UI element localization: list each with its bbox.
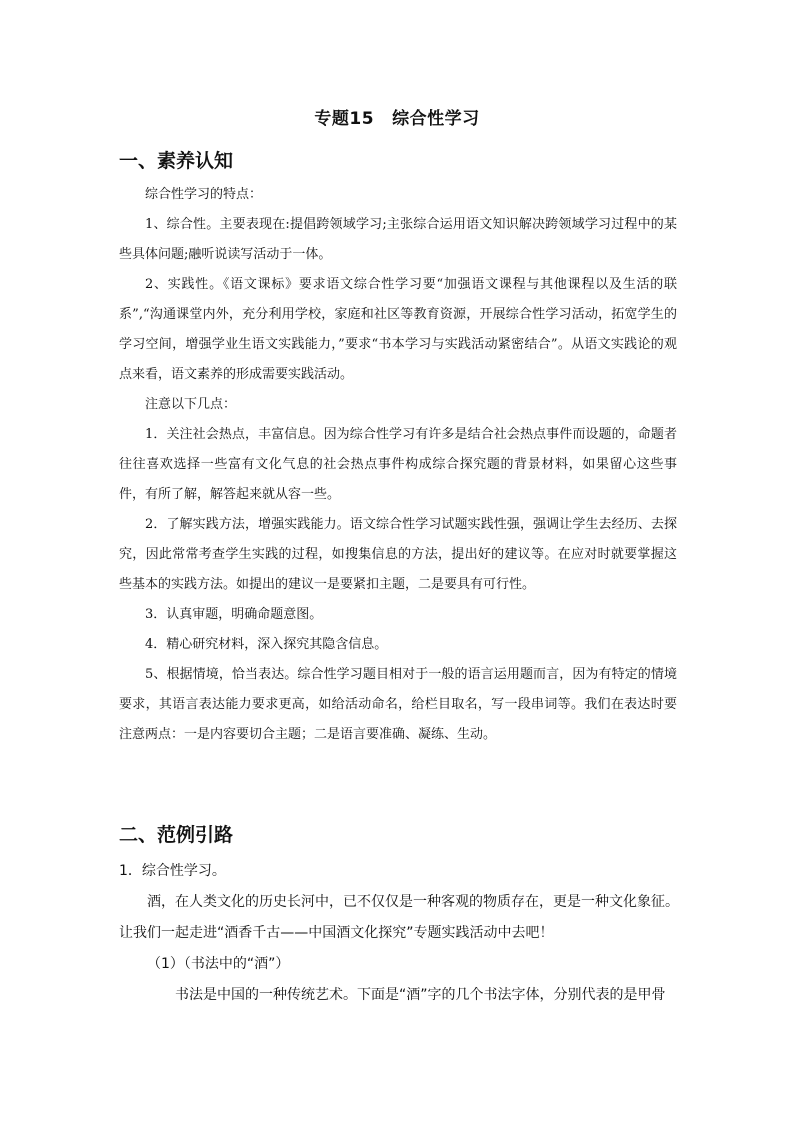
- section-1-body: [119, 180, 677, 750]
- paragraph: 5、根据情境，恰当表达。综合性学习题目相对于一般的语言运用题而言，因为有特定的情境要求，其语言表达能力要求更高，如给活动命名，给栏目取名，写一段串词等。我们在表达时要注意两点：一是内容要切合主题；二是语言要准确、凝练、生动。: [119, 667, 677, 742]
- paragraph: 书法是中国的一种传统艺术。下面是“酒”字的几个书法字体，分别代表的是甲骨: [175, 987, 666, 1003]
- sub-question: （1）（书法中的“酒”）: [147, 956, 290, 972]
- page-title: [0, 104, 794, 129]
- title-number: 专题15: [314, 109, 375, 129]
- paragraph: 4．精心研究材料，深入探究其隐含信息。: [145, 637, 388, 652]
- paragraph: 3．认真审题，明确命题意图。: [145, 607, 323, 622]
- paragraph: 综合性学习的特点：: [145, 187, 263, 202]
- section-2-body: [119, 856, 679, 1011]
- section-heading-2: 二、范例引路: [119, 824, 234, 846]
- paragraph: 酒，在人类文化的历史长河中，已不仅仅是一种客观的物质存在，更是一种文化象征。让我们一起走进“酒香千古——中国酒文化探究”专题实践活动中去吧！: [119, 894, 679, 941]
- section-heading-1: 一、素养认知: [119, 150, 234, 172]
- paragraph: 2．了解实践方法，增强实践能力。语文综合性学习试题实践性强，强调让学生去经历、去探究，因此常常考查学生实践的过程，如搜集信息的方法，提出好的建议等。在应对时就要掌握这些基本的实践方法。如提出的建议一是要紧扣主题，二是要具有可行性。: [119, 517, 677, 592]
- title-text: 综合性学习: [392, 109, 480, 129]
- paragraph: 注意以下几点：: [145, 397, 237, 412]
- paragraph: 1、综合性。主要表现在:提倡跨领域学习;主张综合运用语文知识解决跨领域学习过程中的某些具体问题;融听说读写活动于一体。: [119, 217, 677, 262]
- paragraph: 2、实践性。《语文课标》要求语文综合性学习要“加强语文课程与其他课程以及生活的联系”,“沟通课堂内外，充分利用学校，家庭和社区等教育资源，开展综合性学习活动，拓宽学生的学习空间，增强学业生语文实践能力，”要求“书本学习与实践活动紧密结合”。从语文实践论的观点来看，语文素养的形成需要实践活动。: [119, 277, 677, 382]
- paragraph: 1．关注社会热点，丰富信息。因为综合性学习有许多是结合社会热点事件而设题的，命题者往往喜欢选择一些富有文化气息的社会热点事件构成综合探究题的背景材料，如果留心这些事件，有所了解，解答起来就从容一些。: [119, 427, 677, 502]
- question-number: 1．综合性学习。: [119, 863, 226, 879]
